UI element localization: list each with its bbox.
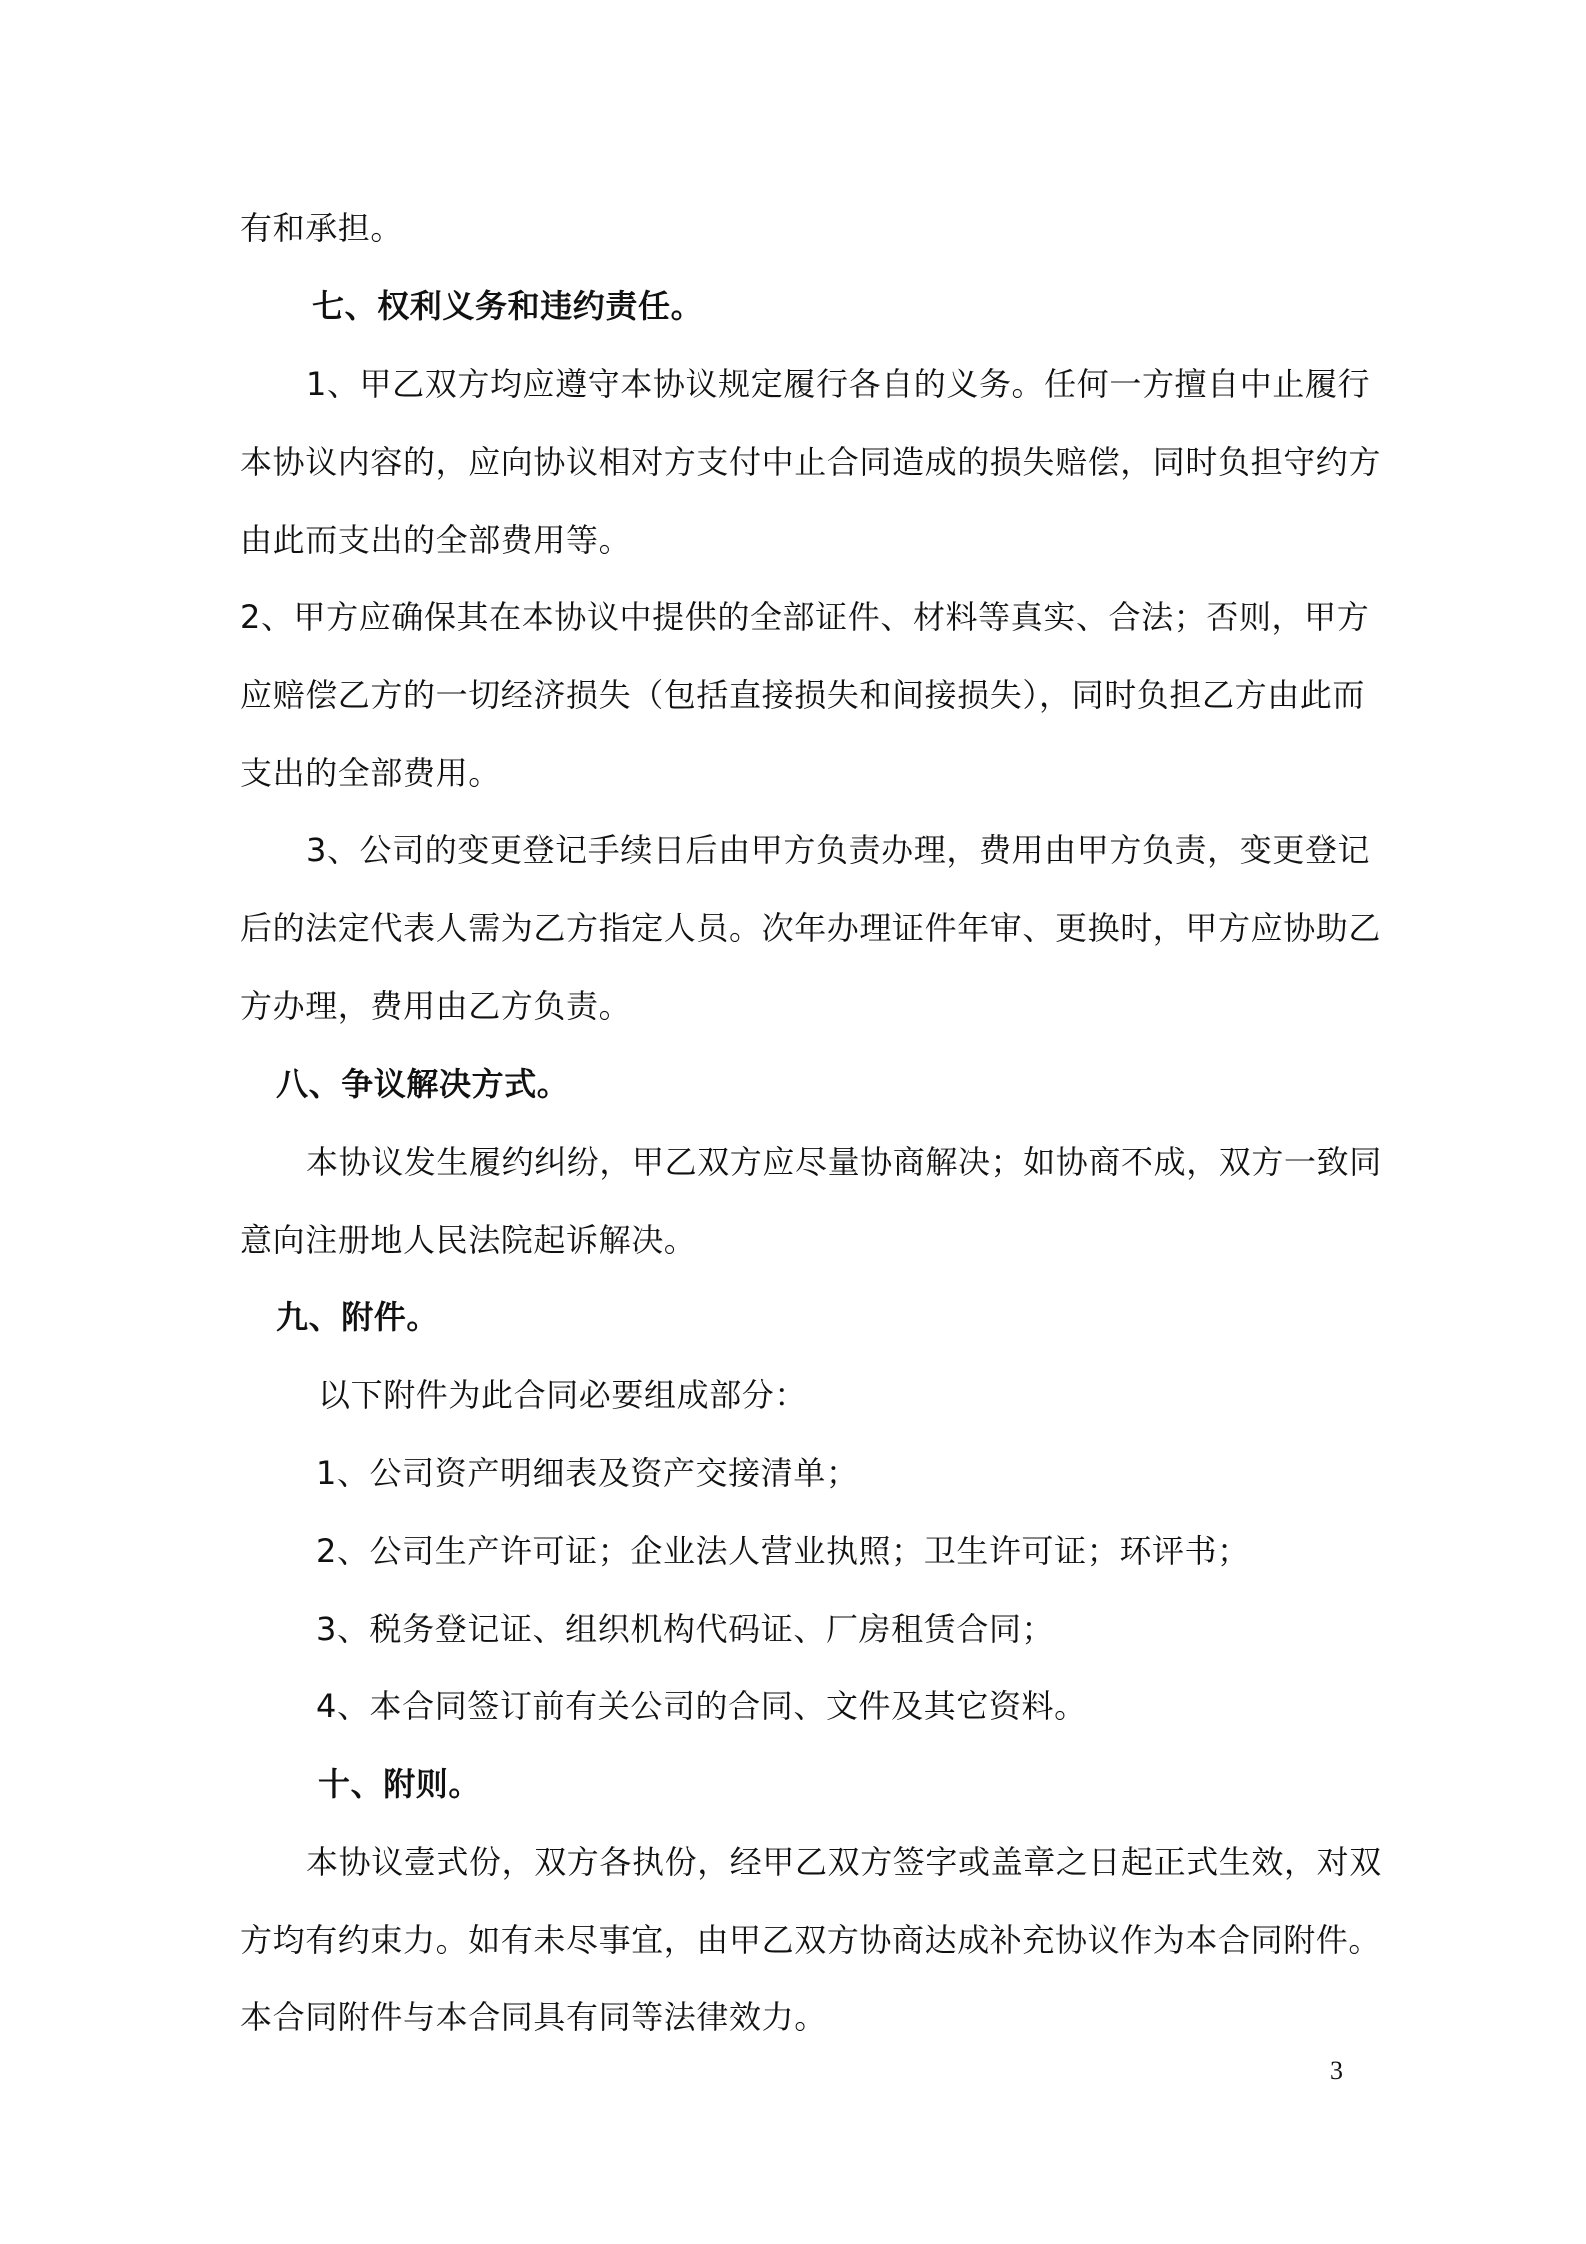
list-item: 1、公司资产明细表及资产交接清单；	[316, 1454, 859, 1492]
paragraph-line: 以下附件为此合同必要组成部分：	[318, 1376, 808, 1414]
paragraph-line: 后的法定代表人需为乙方指定人员。次年办理证件年审、更换时，甲方应协助乙	[240, 909, 1382, 947]
paragraph-line: 3、公司的变更登记手续日后由甲方负责办理，费用由甲方负责，变更登记	[306, 831, 1371, 869]
paragraph-line: 2、甲方应确保其在本协议中提供的全部证件、材料等真实、合法；否则，甲方	[240, 598, 1370, 636]
paragraph-line: 本协议发生履约纠纷，甲乙双方应尽量协商解决；如协商不成，双方一致同	[306, 1143, 1382, 1181]
list-item: 4、本合同签订前有关公司的合同、文件及其它资料。	[316, 1687, 1087, 1725]
section-heading-8: 八、争议解决方式。	[276, 1065, 570, 1103]
paragraph-line: 应赔偿乙方的一切经济损失（包括直接损失和间接损失），同时负担乙方由此而	[240, 676, 1366, 714]
paragraph-line: 本协议内容的，应向协议相对方支付中止合同造成的损失赔偿，同时负担守约方	[240, 443, 1382, 481]
section-heading-10: 十、附则。	[318, 1765, 482, 1803]
paragraph-line: 意向注册地人民法院起诉解决。	[240, 1221, 697, 1259]
list-item: 3、税务登记证、组织机构代码证、厂房租赁合同；	[316, 1610, 1055, 1648]
paragraph-line: 方均有约束力。如有未尽事宜，由甲乙双方协商达成补充协议作为本合同附件。	[240, 1921, 1382, 1959]
list-item: 2、公司生产许可证；企业法人营业执照；卫生许可证；环评书；	[316, 1532, 1250, 1570]
page-number: 3	[1330, 2056, 1343, 2085]
paragraph-line: 有和承担。	[240, 209, 404, 247]
paragraph-line: 支出的全部费用。	[240, 754, 501, 792]
section-heading-7: 七、权利义务和违约责任。	[312, 287, 704, 325]
paragraph-line: 由此而支出的全部费用等。	[240, 521, 632, 559]
section-heading-9: 九、附件。	[276, 1298, 440, 1336]
paragraph-line: 方办理，费用由乙方负责。	[240, 987, 632, 1025]
paragraph-line: 本协议壹式份，双方各执份，经甲乙双方签字或盖章之日起正式生效，对双	[306, 1843, 1382, 1881]
paragraph-line: 1、甲乙双方均应遵守本协议规定履行各自的义务。任何一方擅自中止履行	[306, 365, 1371, 403]
paragraph-line: 本合同附件与本合同具有同等法律效力。	[240, 1998, 827, 2036]
